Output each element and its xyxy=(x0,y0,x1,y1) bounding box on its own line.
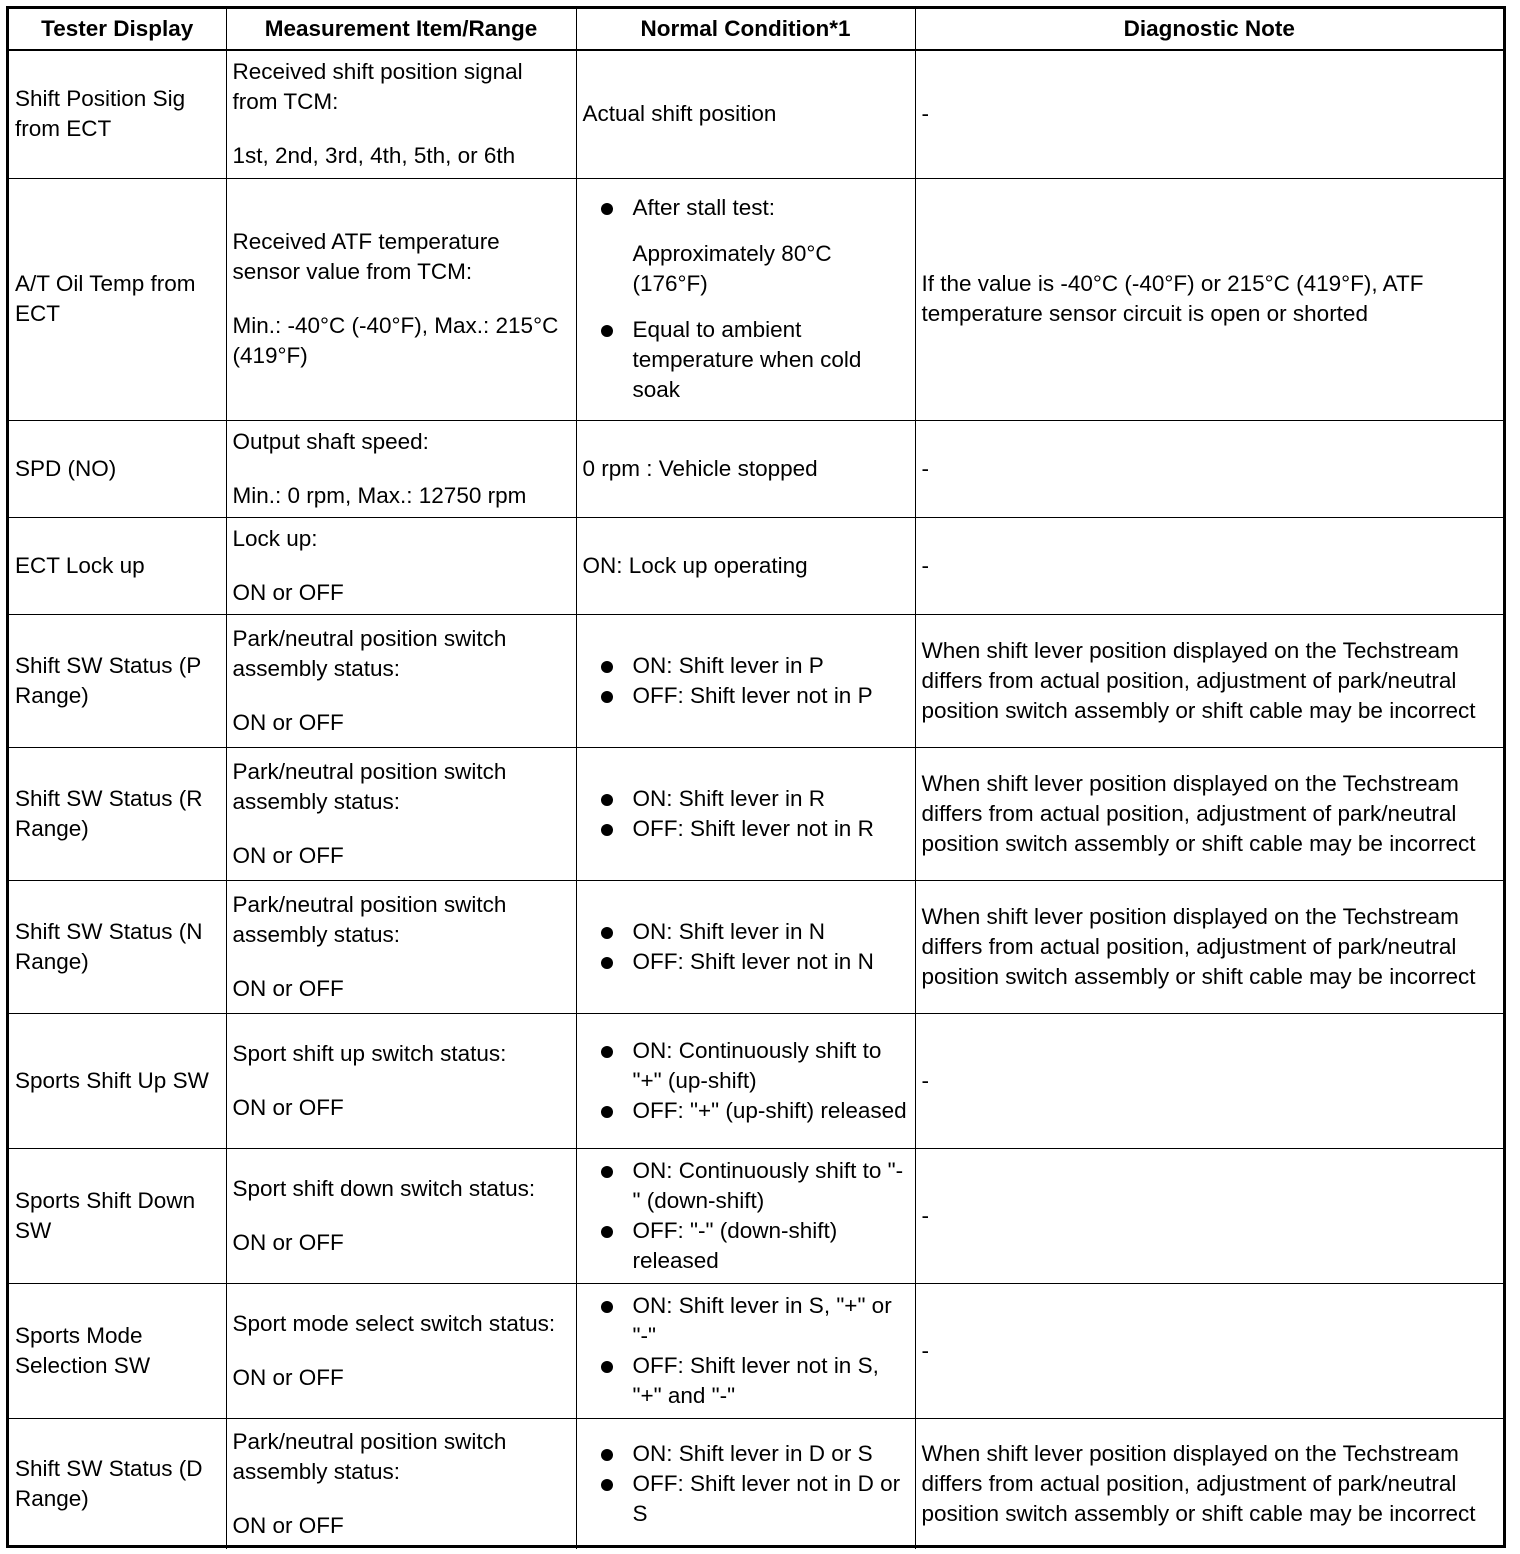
measurement-range: ON or OFF xyxy=(232,975,344,1001)
tester-display-cell: Sports Shift Up SW xyxy=(9,1013,226,1148)
normal-condition-cell xyxy=(576,747,915,880)
measurement-range: ON or OFF xyxy=(232,1229,344,1255)
tester-display-cell: Shift Position Sig from ECT xyxy=(9,50,226,178)
condition-bullet: ON: Shift lever in S, "+" or "-" xyxy=(633,1291,909,1351)
table-row xyxy=(9,1148,1503,1283)
table-row xyxy=(9,1013,1503,1148)
table-row xyxy=(9,420,1503,517)
measurement-cell xyxy=(226,1418,576,1549)
condition-bullet: ON: Shift lever in R xyxy=(633,784,909,814)
condition-bullet: ON: Continuously shift to "-" (down-shift) xyxy=(633,1156,909,1216)
tester-display-cell: A/T Oil Temp from ECT xyxy=(9,178,226,420)
measurement-caption: Output shaft speed: xyxy=(232,428,429,454)
measurement-cell xyxy=(226,880,576,1013)
normal-condition-cell xyxy=(576,1283,915,1418)
condition-bullet: OFF: Shift lever not in N xyxy=(633,947,909,977)
normal-condition-cell xyxy=(576,614,915,747)
measurement-range: Min.: 0 rpm, Max.: 12750 rpm xyxy=(232,482,527,508)
header-normal-condition: Normal Condition*1 xyxy=(576,9,915,50)
tester-display-cell: SPD (NO) xyxy=(9,420,226,517)
condition-bullet: ON: Continuously shift to "+" (up-shift) xyxy=(633,1036,909,1096)
header-measurement-item: Measurement Item/Range xyxy=(226,9,576,50)
diagnostic-note-cell: If the value is -40°C (-40°F) or 215°C (419°F), ATF temperature sensor circuit is open or shorted xyxy=(915,178,1503,420)
condition-bullet: OFF: "+" (up-shift) released xyxy=(633,1096,909,1126)
measurement-range: ON or OFF xyxy=(232,1094,344,1120)
measurement-cell xyxy=(226,1013,576,1148)
condition-bullet: Equal to ambient temperature when cold soak xyxy=(633,315,909,405)
header-diagnostic-note: Diagnostic Note xyxy=(915,9,1503,50)
diagnostic-note-cell: - xyxy=(915,517,1503,614)
tester-display-cell: Sports Shift Down SW xyxy=(9,1148,226,1283)
table-row xyxy=(9,1283,1503,1418)
measurement-range: ON or OFF xyxy=(232,842,344,868)
measurement-caption: Park/neutral position switch assembly status: xyxy=(232,891,507,947)
measurement-cell xyxy=(226,420,576,517)
diagnostic-note-cell: When shift lever position displayed on the Techstream differs from actual position, adjustment of park/neutral position switch assembly or shift cable may be incorrect xyxy=(915,880,1503,1013)
measurement-cell xyxy=(226,50,576,178)
measurement-caption: Sport shift up switch status: xyxy=(232,1040,507,1066)
diagnostic-note-cell: - xyxy=(915,420,1503,517)
measurement-caption: Sport mode select switch status: xyxy=(232,1310,556,1336)
measurement-caption: Park/neutral position switch assembly status: xyxy=(232,625,507,681)
table-row xyxy=(9,880,1503,1013)
diagnostic-note-cell: - xyxy=(915,1148,1503,1283)
data-list-document xyxy=(6,6,1506,1548)
diagnostic-note-cell: - xyxy=(915,50,1503,178)
measurement-caption: Received shift position signal from TCM: xyxy=(232,59,523,115)
measurement-caption: Sport shift down switch status: xyxy=(232,1175,536,1201)
tester-display-cell: Shift SW Status (D Range) xyxy=(9,1418,226,1549)
tester-display-cell: Sports Mode Selection SW xyxy=(9,1283,226,1418)
condition-bullet: OFF: Shift lever not in R xyxy=(633,814,909,844)
header-row xyxy=(9,9,1503,50)
measurement-cell xyxy=(226,178,576,420)
measurement-caption: Received ATF temperature sensor value from TCM: xyxy=(232,229,500,284)
measurement-caption: Park/neutral position switch assembly status: xyxy=(232,758,507,814)
table-row xyxy=(9,517,1503,614)
measurement-cell xyxy=(226,517,576,614)
measurement-cell xyxy=(226,747,576,880)
condition-bullet: OFF: "-" (down-shift) released xyxy=(633,1216,909,1276)
normal-condition-cell xyxy=(576,1418,915,1549)
diagnostic-note-cell: - xyxy=(915,1013,1503,1148)
measurement-range: ON or OFF xyxy=(232,709,344,735)
measurement-range: ON or OFF xyxy=(232,1512,344,1538)
condition-bullet: ON: Shift lever in N xyxy=(633,917,909,947)
normal-condition-cell: 0 rpm : Vehicle stopped xyxy=(576,420,915,517)
measurement-cell xyxy=(226,1148,576,1283)
condition-bullet: After stall test: xyxy=(633,193,909,223)
measurement-caption: Park/neutral position switch assembly status: xyxy=(232,1428,507,1484)
condition-bullet: ON: Shift lever in D or S xyxy=(633,1439,909,1469)
table-row xyxy=(9,614,1503,747)
measurement-range: ON or OFF xyxy=(232,1364,344,1390)
table-row xyxy=(9,178,1503,420)
diagnostic-note-cell: - xyxy=(915,1283,1503,1418)
measurement-caption: Lock up: xyxy=(232,525,318,551)
tester-display-cell: Shift SW Status (P Range) xyxy=(9,614,226,747)
tester-display-cell: ECT Lock up xyxy=(9,517,226,614)
condition-bullet: OFF: Shift lever not in P xyxy=(633,681,909,711)
condition-bullet: OFF: Shift lever not in S, "+" and "-" xyxy=(633,1351,909,1411)
tester-display-cell: Shift SW Status (R Range) xyxy=(9,747,226,880)
measurement-range: ON or OFF xyxy=(232,579,344,605)
table-row xyxy=(9,1418,1503,1549)
normal-condition-cell: Actual shift position xyxy=(576,50,915,178)
header-tester-display: Tester Display xyxy=(9,9,226,50)
normal-condition-cell xyxy=(576,880,915,1013)
condition-bullet: ON: Shift lever in P xyxy=(633,651,909,681)
condition-bullet: OFF: Shift lever not in D or S xyxy=(633,1469,909,1529)
normal-condition-cell xyxy=(576,178,915,420)
diagnostic-note-cell: When shift lever position displayed on the Techstream differs from actual position, adjustment of park/neutral position switch assembly or shift cable may be incorrect xyxy=(915,747,1503,880)
table-row xyxy=(9,747,1503,880)
normal-condition-cell: ON: Lock up operating xyxy=(576,517,915,614)
condition-sub-value: Approximately 80°C (176°F) xyxy=(632,241,832,296)
measurement-range: Min.: -40°C (-40°F), Max.: 215°C (419°F) xyxy=(232,313,559,368)
measurement-cell xyxy=(226,1283,576,1418)
normal-condition-cell xyxy=(576,1148,915,1283)
diagnostic-note-cell: When shift lever position displayed on the Techstream differs from actual position, adjustment of park/neutral position switch assembly or shift cable may be incorrect xyxy=(915,614,1503,747)
measurement-cell xyxy=(226,614,576,747)
table-row xyxy=(9,50,1503,178)
data-list-table xyxy=(9,9,1503,1549)
tester-display-cell: Shift SW Status (N Range) xyxy=(9,880,226,1013)
diagnostic-note-cell: When shift lever position displayed on the Techstream differs from actual position, adjustment of park/neutral position switch assembly or shift cable may be incorrect xyxy=(915,1418,1503,1549)
measurement-range: 1st, 2nd, 3rd, 4th, 5th, or 6th xyxy=(232,143,516,169)
normal-condition-cell xyxy=(576,1013,915,1148)
